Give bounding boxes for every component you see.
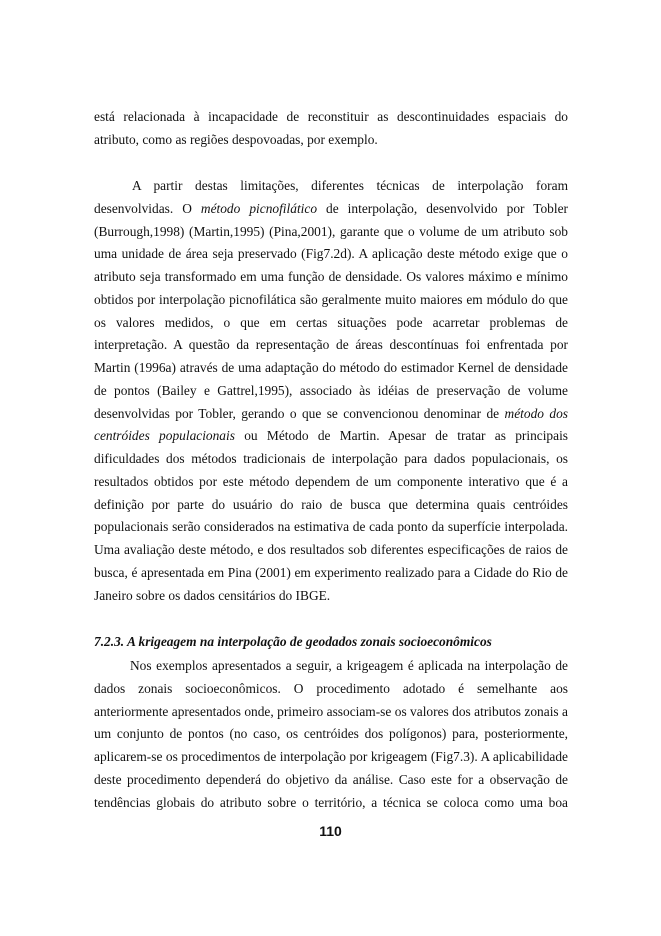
text-line: desenvolvidas por Tobler, gerando o que se convencionou denominar de método dos [94,405,568,421]
text-line: resultados obtidos por este método dependem de um componente interativo que é a [94,473,568,489]
text-line: A partir destas limitações, diferentes técnicas de interpolação foram [132,178,568,193]
text-line: está relacionada à incapacidade de reconstituir as descontinuidades espaciais do [94,109,568,124]
text-line: busca, é apresentada em Pina (2001) em experimento realizado para a Cidade do Rio de [94,564,568,580]
text-line: Uma avaliação deste método, e dos resultados sob diferentes especificações de raios de [94,542,568,557]
text-line: um conjunto de pontos (no caso, os centróides dos polígonos) para, posteriormente, [94,726,568,742]
text-line: deste procedimento dependerá do objetivo da análise. Caso este for a observação de [94,771,568,787]
text-line: (Burrough,1998) (Martin,1995) (Pina,2001), garante que o volume de um atributo sob [94,223,568,239]
paragraph-continuation [94,106,568,152]
emphasis-term: método picnofilático [200,200,318,216]
text-line: centróides populacionais ou Método de Martin. Apesar de tratar as principais [94,428,568,444]
paragraph-kriging [94,655,568,814]
text-line: Martin (1996a) através de uma adaptação do método do estimador Kernel de densidade [94,360,568,375]
text-line: tendências globais do atributo sobre o território, a técnica se coloca como uma boa [94,794,568,810]
text-line: dificuldades dos métodos tradicionais de interpolação para dados populacionais, os [94,451,568,466]
page-number: 110 [319,823,342,839]
text-line: desenvolvidas. O método picnofilático de interpolação, desenvolvido por Tobler [94,200,568,216]
text-line: atributo, como as regiões despovoadas, por exemplo. [94,131,378,147]
text-line: interpretação. A questão da representação de áreas descontínuas foi enfrentada por [94,337,568,353]
text-line: uma unidade de área seja preservado (Fig7.2d). A aplicação deste método exige que o [94,246,568,262]
emphasis-term: método dos [504,405,568,421]
text-line: aplicarem-se os procedimentos de interpolação por krigeagem (Fig7.3). A aplicabilidade [94,749,568,764]
section-heading: 7.2.3. A krigeagem na interpolação de geodados zonais socioeconômicos [94,634,492,649]
text-line: dados zonais socioeconômicos. O procedimento adotado é semelhante aos [94,680,568,696]
text-line: Janeiro sobre os dados censitários do IBGE. [94,587,331,603]
text-line: os valores medidos, o que em certas situações pode acarretar problemas de [94,314,568,330]
paragraph-interpolation-methods [94,175,568,607]
text-line: definição por parte do usuário do raio de busca que determina quais centróides [94,496,568,512]
text-line: de pontos (Bailey e Gattrel,1995), associado às idéias de preservação de volume [94,382,568,398]
text-line: obtidos por interpolação picnofilática são geralmente muito maiores em módulo do que [94,291,568,307]
text-line: anteriormente apresentados onde, primeiro associam-se os valores dos atributos zonais a [94,703,568,719]
emphasis-term: centróides populacionais [94,428,235,444]
text-line: populacionais serão considerados na estimativa de cada ponto da superfície interpolada. [94,519,568,535]
text-line: Nos exemplos apresentados a seguir, a krigeagem é aplicada na interpolação de [130,658,568,673]
text-line: atributo seja transformado em uma função de densidade. Os valores máximo e mínimo [94,269,568,284]
